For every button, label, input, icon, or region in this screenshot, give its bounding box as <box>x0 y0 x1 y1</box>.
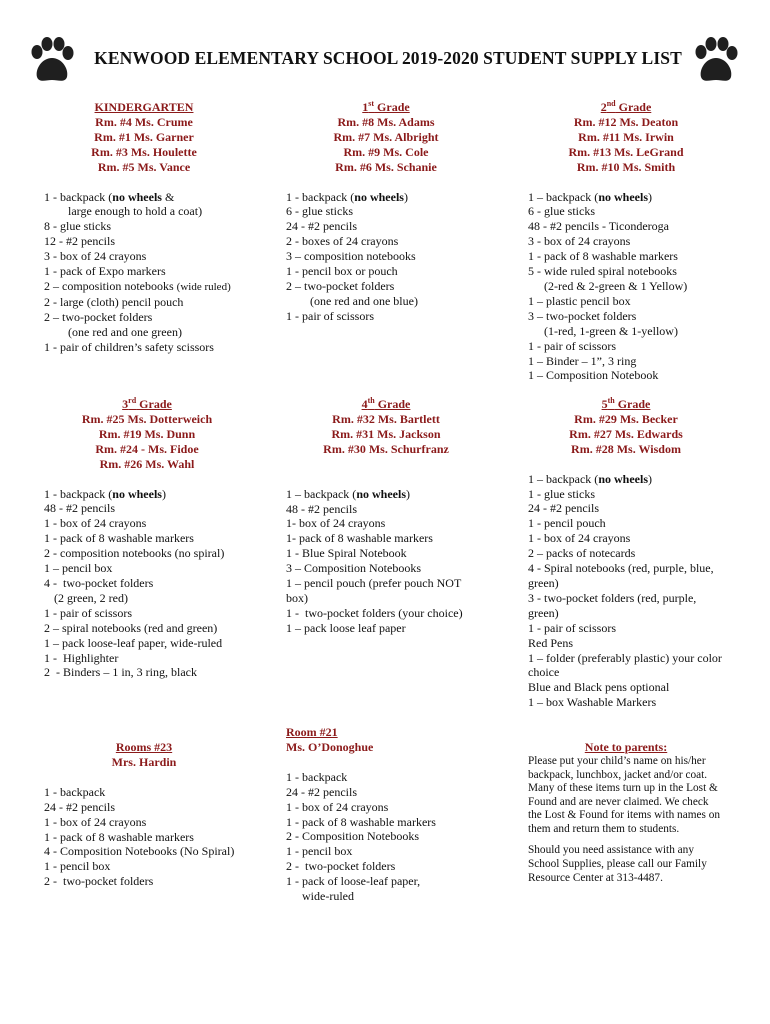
list-item: 3 - two-pocket folders (red, purple, green) <box>528 590 697 620</box>
list-item: 2 – two-pocket folders <box>44 309 153 324</box>
kindergarten-header <box>44 100 244 175</box>
list-item: 1 - Blue Spiral Notebook <box>286 546 407 561</box>
list-item: 3 – Composition Notebooks <box>286 561 422 576</box>
list-item: 1 – pencil box <box>44 561 113 576</box>
grade4-supply-list <box>286 487 478 636</box>
list-item: 24 - #2 pencils <box>44 799 115 814</box>
room23-section <box>44 740 240 889</box>
grade4-heading: 4th Grade <box>361 396 411 411</box>
grade4-header <box>286 397 486 457</box>
list-item: 8 - glue sticks <box>44 219 111 234</box>
room-teacher: Rm. #6 Ms. Schanie <box>335 159 437 174</box>
list-item: 1 - pack of 8 washable markers <box>44 531 194 546</box>
room-teacher: Rm. #3 Ms. Houlette <box>91 144 197 159</box>
list-item: 2 - two-pocket folders <box>286 859 396 874</box>
room21-section <box>286 725 514 904</box>
room-teacher: Rm. #4 Ms. Crume <box>95 114 193 129</box>
list-item: 2 - large (cloth) pencil pouch <box>44 294 184 309</box>
kindergarten-heading: KINDERGARTEN <box>94 100 194 114</box>
list-item: 1 - pencil pouch <box>528 516 606 531</box>
list-item: 6 - glue sticks <box>528 204 595 219</box>
list-item: 1 – folder (preferably plastic) your color choice <box>528 650 722 680</box>
room-teacher: Rm. #7 Ms. Albright <box>333 129 439 144</box>
list-item: 2 - two-pocket folders <box>44 874 154 889</box>
room-teacher: Rm. #26 Ms. Wahl <box>99 456 195 471</box>
page-title: KENWOOD ELEMENTARY SCHOOL 2019-2020 STUDENT SUPPLY LIST <box>94 48 682 68</box>
note-paragraph: Should you need assistance with any School Supplies, please call our Family Resource Center at 313-4487. <box>528 844 707 884</box>
list-item: 1 - box of 24 crayons <box>44 516 147 531</box>
list-item: 1 – Composition Notebook <box>528 368 659 383</box>
list-item: 1 – backpack (no wheels) <box>528 189 652 204</box>
room21-heading: Room #21 <box>286 725 338 739</box>
grade1-supply-list <box>286 190 514 324</box>
list-item: 1 - pair of scissors <box>286 308 374 323</box>
grade4-section <box>286 397 478 636</box>
list-item: 1 - backpack (no wheels & <box>44 189 175 204</box>
list-item: 1 - pack of 8 washable markers <box>44 829 194 844</box>
list-item: 1 - backpack (no wheels) <box>286 189 408 204</box>
list-item: 1 - pair of children’s safety scissors <box>44 339 214 354</box>
note-body <box>528 755 722 885</box>
list-item: 1 – pack loose-leaf paper, wide-ruled <box>44 635 223 650</box>
list-item: 1 - pack of 8 washable markers <box>528 249 678 264</box>
list-item: 2 - Composition Notebooks <box>286 829 420 844</box>
list-item: 2 - boxes of 24 crayons <box>286 234 399 249</box>
note-header <box>528 740 724 755</box>
list-item: (1-red, 1-green & 1-yellow) <box>544 323 678 338</box>
grade5-heading: 5th Grade <box>601 396 651 411</box>
list-item: 24 - #2 pencils <box>528 501 599 516</box>
room-teacher: Rm. #11 Ms. Irwin <box>578 129 674 144</box>
grade5-supply-list <box>528 472 726 711</box>
list-item: 1 - pair of scissors <box>528 620 616 635</box>
list-item: Blue and Black pens optional <box>528 680 670 695</box>
list-item: 2 - Binders – 1 in, 3 ring, black <box>44 665 197 680</box>
room-teacher: Rm. #8 Ms. Adams <box>337 114 435 129</box>
list-item: 48 - #2 pencils <box>44 501 115 516</box>
list-item: 48 - #2 pencils - Ticonderoga <box>528 219 669 234</box>
room-teacher: Rm. #24 - Ms. Fidoe <box>95 441 199 456</box>
room-teacher: Rm. #28 Ms. Wisdom <box>571 441 681 456</box>
list-item: 1 - glue sticks <box>528 486 595 501</box>
paw-print-icon <box>692 36 740 86</box>
room-teacher: Mrs. Hardin <box>111 754 177 769</box>
kindergarten-section <box>44 100 270 355</box>
room23-supply-list <box>44 785 240 889</box>
list-item: (2 green, 2 red) <box>54 590 128 605</box>
list-item: 2 – spiral notebooks (red and green) <box>44 620 218 635</box>
room-teacher: Rm. #19 Ms. Dunn <box>98 426 196 441</box>
room-teacher: Rm. #9 Ms. Cole <box>343 144 429 159</box>
room23-header <box>44 740 244 770</box>
list-item: 1 – Binder – 1”, 3 ring <box>528 353 637 368</box>
room-teacher: Rm. #27 Ms. Edwards <box>569 426 683 441</box>
list-item: 1 - backpack (no wheels) <box>44 486 166 501</box>
grade2-heading: 2nd Grade <box>600 99 652 114</box>
list-item: 1 - pair of scissors <box>44 605 132 620</box>
list-item: 1 - pencil box or pouch <box>286 264 398 279</box>
list-item: (one red and one blue) <box>310 293 418 308</box>
list-item: 3 – composition notebooks <box>286 249 416 264</box>
grade3-header <box>44 397 250 472</box>
list-item: 1 - pencil box <box>286 844 353 859</box>
note-heading: Note to parents: <box>584 740 668 754</box>
list-item: Red Pens <box>528 635 573 650</box>
room-teacher: Rm. #29 Ms. Becker <box>574 411 678 426</box>
list-item: 3 – two-pocket folders <box>528 308 637 323</box>
list-item: 1 – pencil pouch (prefer pouch NOT box) <box>286 576 462 605</box>
list-item: 1 – pack loose leaf paper <box>286 620 406 635</box>
list-item: 1 - Highlighter <box>44 650 119 665</box>
list-item: 1 - pencil box <box>44 859 111 874</box>
list-item: 1 - box of 24 crayons <box>44 814 147 829</box>
grade5-section <box>528 397 726 710</box>
grade2-supply-list <box>528 190 748 384</box>
list-item: large enough to hold a coat) <box>68 204 203 219</box>
list-item: 1 - backpack <box>44 784 106 799</box>
list-item: 1 – backpack (no wheels) <box>286 486 410 501</box>
grade2-header <box>528 100 724 175</box>
list-item: 1 - pair of scissors <box>528 338 616 353</box>
room-teacher: Rm. #32 Ms. Bartlett <box>332 411 440 426</box>
room-teacher: Rm. #10 Ms. Smith <box>576 159 676 174</box>
room-teacher: Rm. #13 Ms. LeGrand <box>568 144 684 159</box>
list-item: 4 - Spiral notebooks (red, purple, blue, green) <box>528 561 714 590</box>
list-item: 1 - backpack <box>286 769 348 784</box>
list-item: 1 – box Washable Markers <box>528 695 657 710</box>
list-item: 48 - #2 pencils <box>286 501 357 516</box>
list-item: 5 - wide ruled spiral notebooks <box>528 264 677 279</box>
note-section <box>528 740 722 893</box>
list-item: 4 - Composition Notebooks (No Spiral) <box>44 844 235 859</box>
list-item: (2-red & 2-green & 1 Yellow) <box>544 278 688 293</box>
grade1-header <box>286 100 486 175</box>
list-item: 24 - #2 pencils <box>286 784 357 799</box>
room-teacher: Rm. #5 Ms. Vance <box>97 159 191 174</box>
grade3-section <box>44 397 270 680</box>
grade2-section <box>528 100 748 383</box>
room-teacher: Rm. #31 Ms. Jackson <box>331 426 441 441</box>
list-item: 1 - two-pocket folders (your choice) <box>286 605 463 620</box>
room-teacher: Rm. #25 Ms. Dotterweich <box>81 411 213 426</box>
room21-header <box>286 725 514 755</box>
list-item: 3 - box of 24 crayons <box>44 249 147 264</box>
list-item: 24 - #2 pencils <box>286 219 357 234</box>
list-item: 1 – plastic pencil box <box>528 293 631 308</box>
note-paragraph: Please put your child’s name on his/her backpack, lunchbox, jacket and/or coat. Many of these items turn up in the Lost & Found and are never claimed. We check the Lost & Found for items with names on them and return them to students. <box>528 754 721 835</box>
list-item: 1 - pack of 8 washable markers <box>286 814 436 829</box>
list-item: 1 - box of 24 crayons <box>286 799 389 814</box>
list-item: 1 - pack of loose-leaf paper, <box>286 874 421 889</box>
grade1-section <box>286 100 514 324</box>
list-item: 1- pack of 8 washable markers <box>286 531 433 546</box>
list-item: (one red and one green) <box>68 324 182 339</box>
list-item: 6 - glue sticks <box>286 204 353 219</box>
grade1-heading: 1st Grade <box>362 99 410 114</box>
list-item: 2 – two-pocket folders <box>286 278 395 293</box>
room21-supply-list <box>286 770 514 904</box>
list-item: 2 – composition notebooks (wide ruled) <box>44 278 231 293</box>
list-item: 1 - box of 24 crayons <box>528 531 631 546</box>
list-item: 1- box of 24 crayons <box>286 516 386 531</box>
grade5-header <box>528 397 724 457</box>
kindergarten-supply-list <box>44 190 270 355</box>
list-item: 2 – packs of notecards <box>528 546 636 561</box>
grade3-supply-list <box>44 487 270 681</box>
list-item: 4 - two-pocket folders <box>44 575 154 590</box>
list-item: wide-ruled <box>302 889 354 904</box>
room23-heading: Rooms #23 <box>115 740 173 754</box>
list-item: 3 - box of 24 crayons <box>528 234 631 249</box>
room-teacher: Rm. #1 Ms. Garner <box>94 129 194 144</box>
list-item: 12 - #2 pencils <box>44 234 115 249</box>
room-teacher: Rm. #30 Ms. Schurfranz <box>323 441 449 456</box>
list-item: 1 – backpack (no wheels) <box>528 471 652 486</box>
room-teacher: Ms. O’Donoghue <box>286 739 374 754</box>
paw-print-icon <box>28 36 76 86</box>
grade3-heading: 3rd Grade <box>122 396 172 411</box>
list-item: 2 - composition notebooks (no spiral) <box>44 546 225 561</box>
room-teacher: Rm. #12 Ms. Deaton <box>573 114 679 129</box>
list-item: 1 - pack of Expo markers <box>44 264 166 279</box>
